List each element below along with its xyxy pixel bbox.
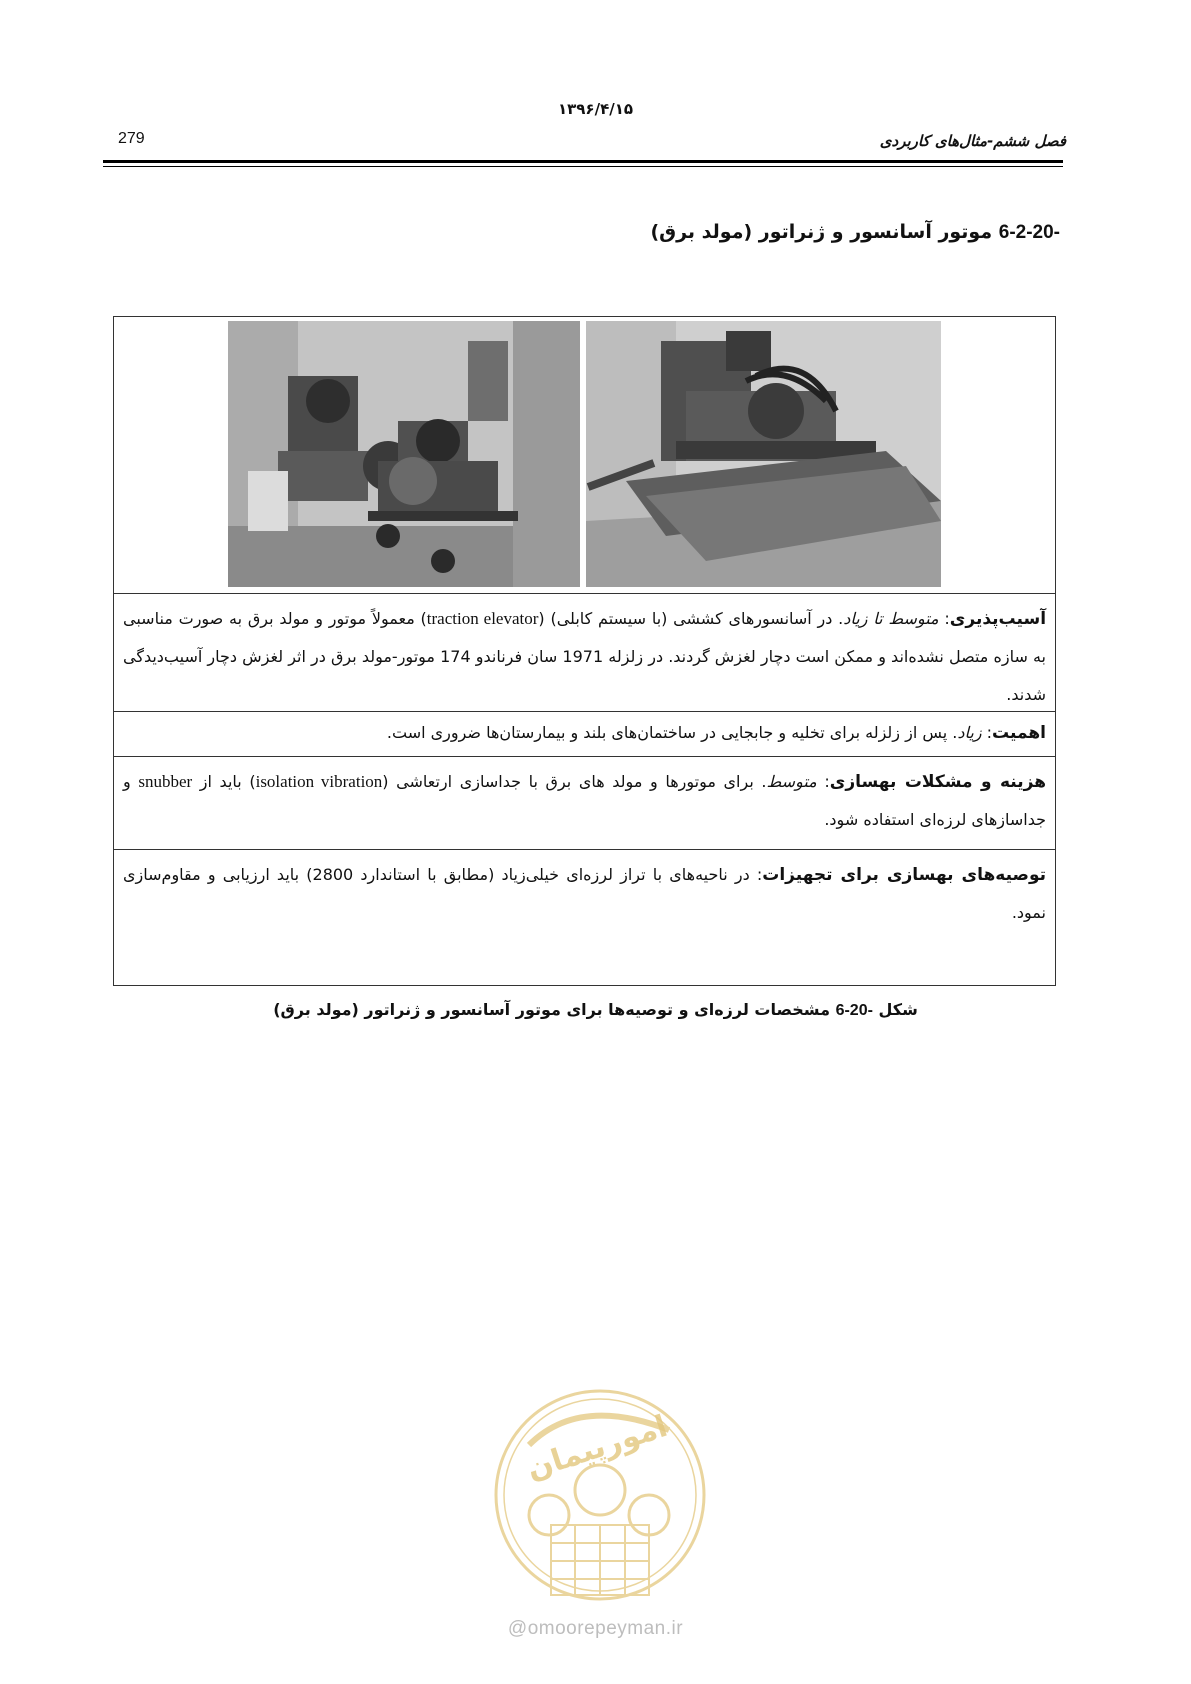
importance-text: اهمیت: زیاد. پس از زلزله برای تخلیه و جابجایی در ساختمان‌های بلند و بیمارستان‌ها ضروری است. <box>386 723 1046 743</box>
cost-level: متوسط <box>766 772 817 791</box>
importance-text-a: . پس از زلزله برای تخلیه و جابجایی در ساختمان‌های بلند و بیمارستان‌ها ضروری است. <box>386 723 958 742</box>
vulnerability-text: آسیب‌پذیری: متوسط تا زیاد. در آسانسورهای کششی (با سیستم کابلی) (traction elevator) معمولاً موتور و مولد برق به صورت مناسبی به سازه متصل نشده‌اند و ممکن است دچار لغزش گردند. در زلزله 1971 سان فرناندو 174 موتور-مولد برق در اثر لغزش دچار آسیب‌دیدگی شدند. <box>123 609 1047 704</box>
cost-text-c: و جداسازهای لرزه‌ای استفاده شود. <box>123 772 1046 829</box>
section-heading <box>650 221 1060 244</box>
header-rule-thin <box>103 166 1063 167</box>
elevator-motor-photo-left <box>228 321 580 587</box>
header-rule-thick <box>103 160 1063 163</box>
recommendation-text <box>123 856 1046 932</box>
caption-text: مشخصات لرزه‌ای و توصیه‌ها برای موتور آسانسور و ژنراتور (مولد برق) <box>273 1000 836 1019</box>
figure-caption <box>0 1000 1191 1020</box>
caption-prefix: شکل <box>872 1000 918 1019</box>
vulnerability-label: آسیب‌پذیری <box>949 609 1047 629</box>
importance-label: اهمیت <box>992 723 1046 743</box>
vulnerability-text-a: . در آسانسورهای کششی (با سیستم کابلی) ( <box>538 609 844 628</box>
seismic-spec-table <box>113 316 1056 986</box>
vulnerability-row <box>114 593 1055 712</box>
document-date: ۱۳۹۶/۴/۱۵ <box>557 100 634 118</box>
cost-row <box>114 756 1055 850</box>
chapter-title: فصل ششم-مثال‌های کاربردی <box>879 132 1066 150</box>
importance-level: زیاد <box>957 723 982 742</box>
page-number: 279 <box>118 130 145 147</box>
importance-row <box>114 711 1055 757</box>
recommendation-text-a: : در ناحیه‌های با تراز لرزه‌ای خیلی‌زیاد (مطابق با استاندارد 2800) باید ارزیابی و مقاوم‌سازی نمود. <box>123 865 1046 922</box>
section-number: 6-2-20- <box>998 222 1060 243</box>
recommendation-label: توصیه‌های بهسازی برای تجهیزات <box>762 865 1047 885</box>
cost-text-a: . برای موتورها و مولد های برق با جداسازی ارتعاشی ( <box>382 772 767 791</box>
cost-label: هزینه و مشکلات بهسازی <box>829 772 1046 792</box>
cost-text: هزینه و مشکلات بهسازی: متوسط. برای موتورها و مولد های برق با جداسازی ارتعاشی (isolation vibration) باید از snubber و جداسازهای لرزه‌ای استفاده شود. <box>123 772 1046 829</box>
vulnerability-text-b: ) معمولاً موتور و مولد برق به صورت مناسبی به سازه متصل نشده‌اند و ممکن است دچار لغزش گردند. در زلزله 1971 سان فرناندو 174 موتور-مولد برق در اثر لغزش دچار آسیب‌دیدگی شدند. <box>123 609 1047 704</box>
recommendation-row <box>114 849 1055 942</box>
isolation-vibration-term: isolation vibration <box>255 772 383 791</box>
caption-number: 6-20- <box>835 1002 873 1019</box>
watermark-seal <box>489 1375 711 1615</box>
section-title: موتور آسانسور و ژنراتور (مولد برق) <box>650 221 993 243</box>
vulnerability-level: متوسط تا زیاد <box>843 609 939 628</box>
seal-logo-text: امورپیمان <box>522 1408 672 1488</box>
watermark-site: @omoorepeyman.ir <box>507 1618 684 1639</box>
snubber-term: snubber <box>138 772 193 791</box>
elevator-motor-photo-right <box>586 321 941 587</box>
traction-elevator-term: traction elevator <box>426 609 539 628</box>
photo-row <box>114 317 1055 594</box>
cost-text-b: ) باید از <box>192 772 256 791</box>
